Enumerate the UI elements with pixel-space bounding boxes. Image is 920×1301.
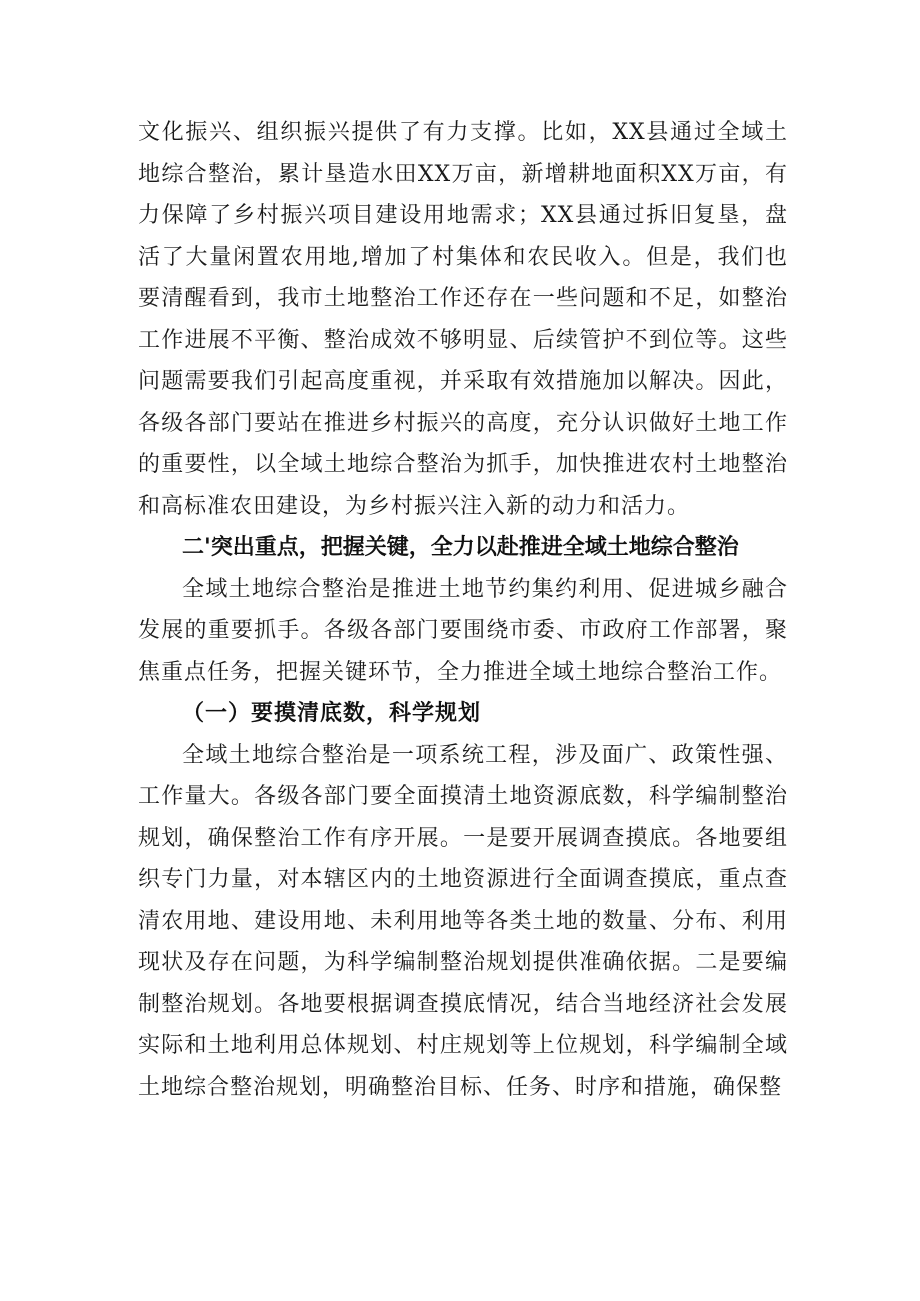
subsection-heading-one: （一）要摸清底数，科学规划 bbox=[182, 701, 482, 726]
paragraph-support-and-problems: 文化振兴、组织振兴提供了有力支撑。比如，XX县通过全域土地综合整治，累计垦造水田XX万亩，新增耕地面积XX万亩，有力保障了乡村振兴项目建设用地需求；XX县通过拆旧复垦，盘活了大量闲置农用地,增加了村集体和农民收入。但是，我们也要清醒看到，我市土地整治工作还存在一些问题和不足，如整治工作进展不平衡、整治成效不够明显、后续管护不到位等。这些问题需要我们引起高度重视，并采取有效措施加以解决。因此，各级各部门要站在推进乡村振兴的高度，充分认识做好土地工作的重要性，以全域土地综合整治为抓手，加快推进农村土地整治和高标准农田建设，为乡村振兴注入新的动力和活力。 bbox=[138, 120, 788, 519]
section-heading-two: 二'突出重点，把握关键，全力以赴推进全域土地综合整治 bbox=[182, 535, 739, 560]
paragraph-key-measures: 全域土地综合整治是推进土地节约集约利用、促进城乡融合发展的重要抓手。各级各部门要围绕市委、市政府工作部署，聚焦重点任务，把握关键环节，全力推进全域土地综合整治工作。 bbox=[138, 576, 788, 685]
document-body bbox=[138, 112, 788, 1108]
paragraph-survey-and-planning: 全域土地综合整治是一项系统工程，涉及面广、政策性强、工作量大。各级各部门要全面摸清土地资源底数，科学编制整治规划，确保整治工作有序开展。一是要开展调查摸底。各地要组织专门力量，对本辖区内的土地资源进行全面调查摸底，重点查清农用地、建设用地、未利用地等各类土地的数量、分布、利用现状及存在问题，为科学编制整治规划提供准确依据。二是要编制整治规划。各地要根据调查摸底情况，结合当地经济社会发展实际和土地利用总体规划、村庄规划等上位规划，科学编制全域土地综合整治规划，明确整治目标、任务、时序和措施，确保整 bbox=[138, 742, 788, 1100]
